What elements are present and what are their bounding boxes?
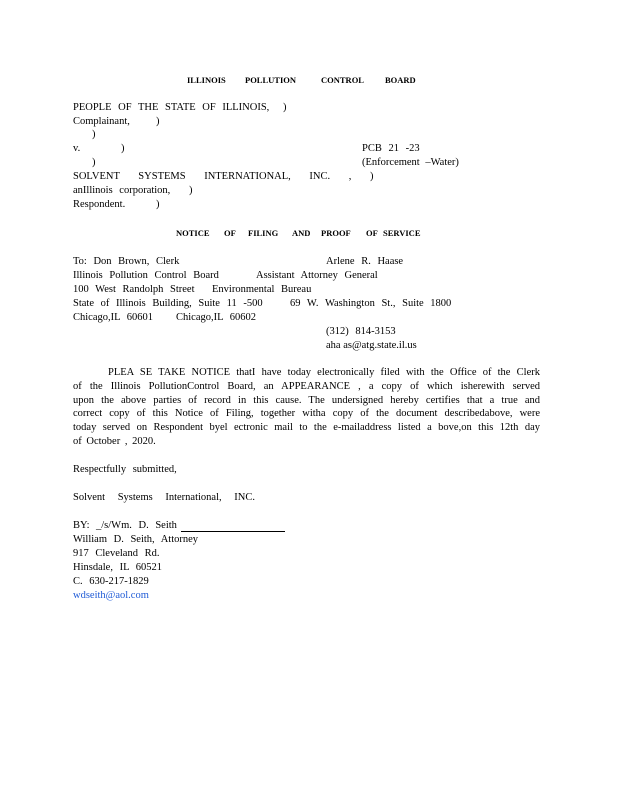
caption-people: PEOPLE OF THE STATE OF ILLINOIS, (73, 102, 270, 113)
header-word: BOARD (385, 75, 416, 85)
caption-respondent: Respondent. (73, 199, 126, 210)
signature: _/s/Wm. D. Seith (96, 520, 177, 531)
notice-title-word: NOTICE (176, 228, 210, 238)
recipient-title: Assistant Attorney General (256, 270, 378, 281)
caption-paren: ) (92, 129, 96, 140)
signature-by-label: BY: (73, 520, 90, 531)
recipient-address: 69 W. Washington St., Suite 1800 (290, 298, 452, 309)
caption-paren: ) (92, 157, 96, 168)
caption-corporation: anIllinois corporation, (73, 185, 171, 196)
caption-respondent-name: SOLVENT SYSTEMS INTERNATIONAL, INC. , ) (73, 171, 374, 182)
caption-paren: ) (189, 185, 193, 196)
notice-title-word: AND (292, 228, 311, 238)
notice-title-word: SERVICE (383, 228, 421, 238)
recipient-city-2: Chicago,IL 60602 (176, 312, 257, 323)
recipient-street: 100 West Randolph Street (73, 284, 195, 295)
signer-company: Solvent Systems International, INC. (73, 492, 255, 503)
body-line: PLEA SE TAKE NOTICE thatI have today electronically filed with the Office of the Clerk (108, 367, 540, 378)
notice-title-word: PROOF (321, 228, 351, 238)
header-word: CONTROL (321, 75, 364, 85)
signer-phone: C. 630-217-1829 (73, 576, 149, 587)
recipient-clerk: To: Don Brown, Clerk (73, 256, 180, 267)
body-line: upon the above parties of record in this cause. The undersigned hereby certifies that a true and (73, 394, 540, 406)
recipient-board: Illinois Pollution Control Board (73, 270, 219, 281)
body-line: correct copy of this Notice of Filing, together witha copy of the document describedabove, were (73, 408, 540, 420)
signer-email-link[interactable]: wdseith@aol.com (73, 590, 149, 601)
signer-address-street: 917 Cleveland Rd. (73, 548, 160, 559)
body-line: of the Illinois PollutionControl Board, an APPEARANCE , a copy of which isherewith served (73, 380, 540, 392)
header-word: ILLINOIS (187, 75, 226, 85)
caption-complainant: Complainant, (73, 116, 130, 127)
body-line: today served on Respondent byel ectronic mail to the e-mailaddress listed a bove,on this 12th day (73, 422, 540, 434)
recipient-email: aha as@atg.state.il.us (326, 340, 417, 351)
recipient-building: State of Illinois Building, Suite 11 -500 (73, 298, 263, 309)
notice-title-word: OF (224, 228, 236, 238)
recipient-city: Chicago,IL 60601 (73, 312, 154, 323)
caption-paren: ) (156, 199, 160, 210)
case-type: (Enforcement –Water) (362, 157, 459, 168)
notice-title-word: OF (366, 228, 378, 238)
caption-paren: ) (156, 116, 160, 127)
signature-line (181, 531, 285, 532)
signer-name: William D. Seith, Attorney (73, 534, 199, 545)
caption-paren: ) (283, 102, 287, 113)
caption-versus: v. (73, 143, 81, 154)
recipient-phone: (312) 814-3153 (326, 326, 396, 337)
recipient-attorney: Arlene R. Haase (326, 256, 404, 267)
header-word: POLLUTION (245, 75, 297, 85)
signer-address-city: Hinsdale, IL 60521 (73, 562, 162, 573)
case-number: PCB 21 -23 (362, 143, 420, 154)
recipient-bureau: Environmental Bureau (212, 284, 312, 295)
closing: Respectfully submitted, (73, 464, 177, 475)
body-line: of October , 2020. (73, 435, 156, 447)
notice-body (73, 366, 540, 449)
notice-title-word: FILING (248, 228, 279, 238)
caption-paren: ) (121, 143, 125, 154)
